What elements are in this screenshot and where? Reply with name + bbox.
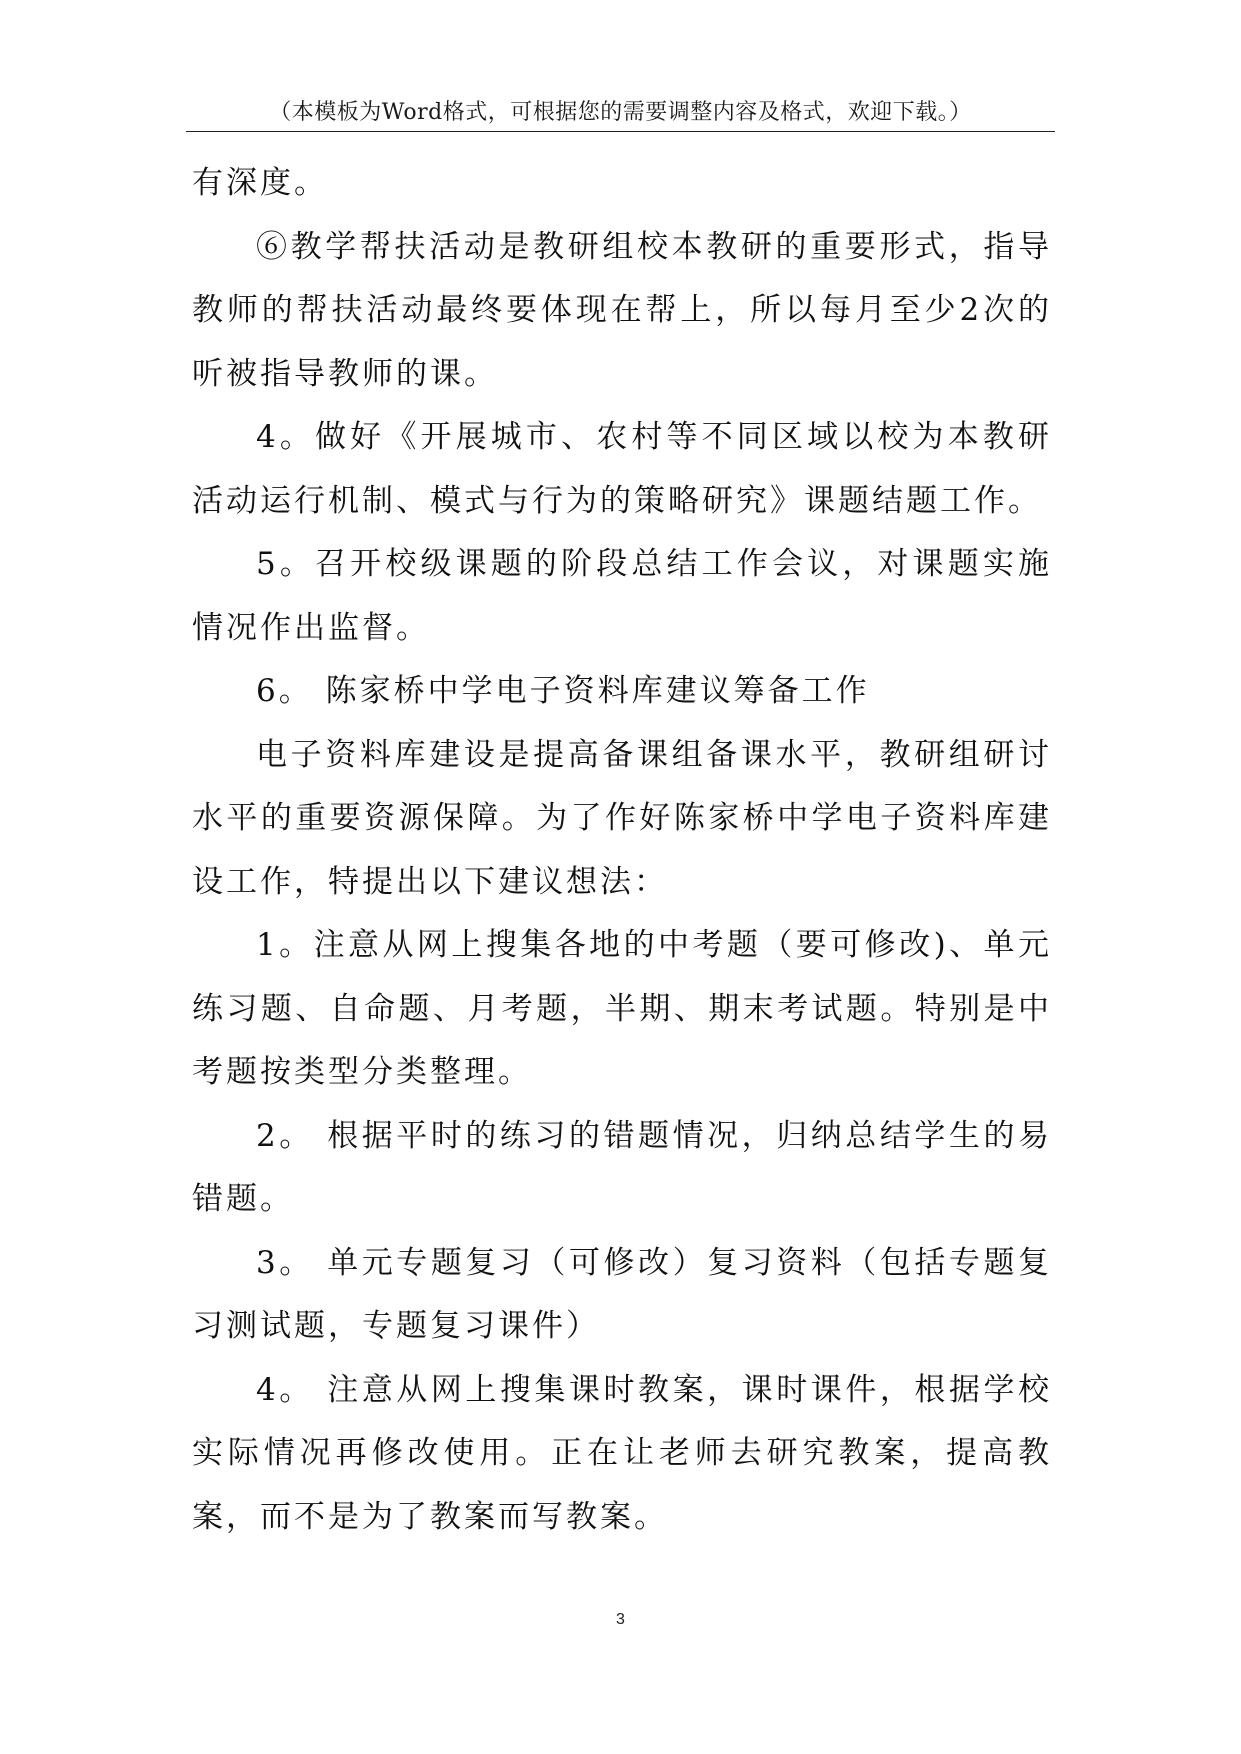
paragraph-item-5-school-project: 5。召开校级课题的阶段总结工作会议，对课题实施情况作出监督。: [192, 546, 1052, 646]
header-note: （本模板为Word格式，可根据您的需要调整内容及格式，欢迎下载。）: [269, 100, 972, 125]
paragraph-item-6-database-preparation: 6。 陈家桥中学电子资料库建议筹备工作: [256, 673, 870, 709]
paragraph-database-intro: 电子资料库建设是提高备课组备课水平，教研组研讨水平的重要资源保障。为了作好陈家桥中学电子资料库建设工作，特提出以下建议想法：: [192, 736, 1052, 900]
paragraph-suggestion-3: 3。 单元专题复习（可修改）复习资料（包括专题复习测试题，专题复习课件）: [192, 1244, 1052, 1344]
paragraph-suggestion-4: 4。 注意从网上搜集课时教案，课时课件，根据学校实际情况再修改使用。正在让老师去研究教案，提高教案，而不是为了教案而写教案。: [192, 1371, 1052, 1535]
paragraph-depth-ending: 有深度。: [192, 165, 328, 201]
page-number: 3: [616, 1611, 625, 1628]
body-text: [192, 152, 1052, 1549]
paragraph-item-4-research-project: 4。做好《开展城市、农村等不同区域以校为本教研活动运行机制、模式与行为的策略研究》课题结题工作。: [192, 419, 1052, 519]
paragraph-mentoring-activity: ⑥教学帮扶活动是教研组校本教研的重要形式，指导教师的帮扶活动最终要体现在帮上，所以每月至少2次的听被指导教师的课。: [192, 228, 1052, 392]
paragraph-suggestion-1: 1。注意从网上搜集各地的中考题（要可修改)、单元练习题、自命题、月考题，半期、期末考试题。特别是中考题按类型分类整理。: [192, 927, 1052, 1090]
header-divider: [186, 131, 1055, 132]
paragraph-suggestion-2: 2。 根据平时的练习的错题情况，归纳总结学生的易错题。: [192, 1117, 1052, 1217]
